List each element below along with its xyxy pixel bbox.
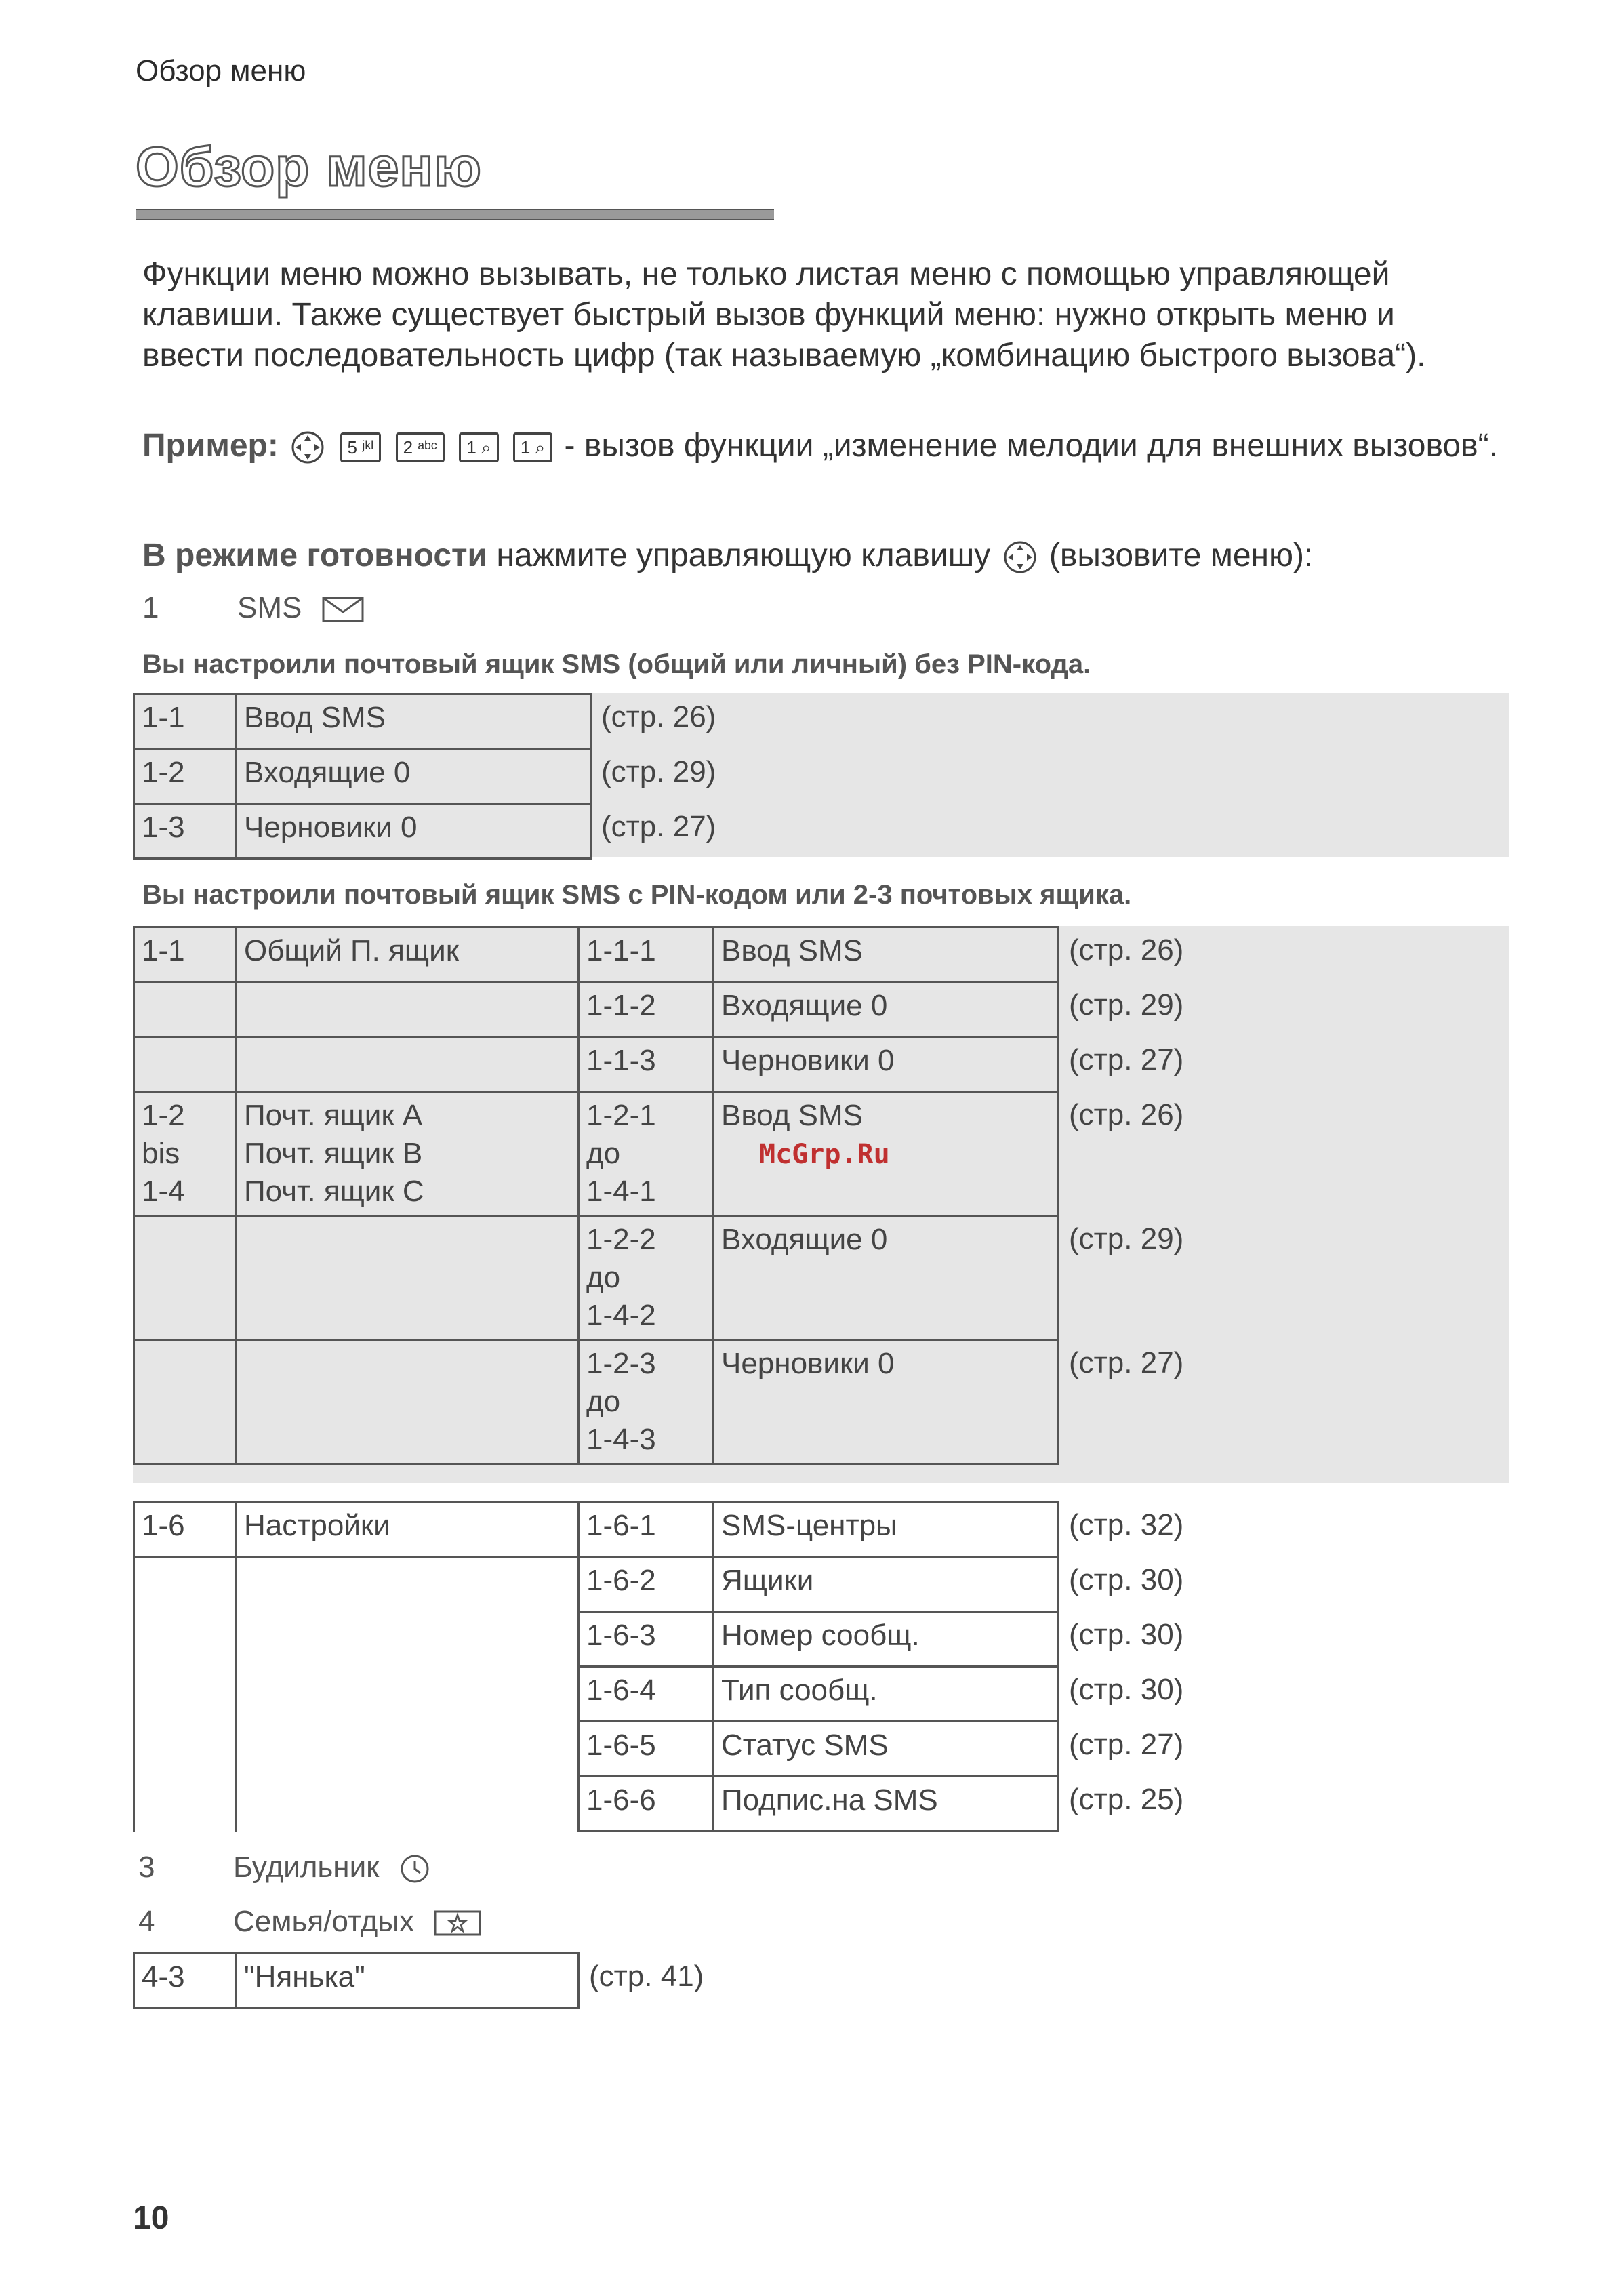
subcode-line: до [586, 1261, 621, 1294]
subcode-cell: 1-1-2 [579, 982, 714, 1037]
subcode-line: до [586, 1385, 621, 1418]
ref-cell: (стр. 27) [1069, 1346, 1184, 1379]
empty-cell [134, 982, 237, 1037]
table-settings [133, 1501, 1192, 1832]
example-paragraph [142, 426, 1505, 466]
ref-cell: (стр. 30) [1069, 1672, 1184, 1706]
page-title: Обзор меню [136, 136, 482, 198]
key-2: 2 ᵃᵇᶜ [396, 432, 445, 462]
subcode-cell: 1-6-5 [579, 1722, 714, 1777]
name-cell: Входящие 0 [237, 749, 591, 804]
table-row [134, 1216, 1192, 1340]
subcode-cell: 1-1-1 [579, 927, 714, 982]
subname-cell: SMS-центры [714, 1502, 1059, 1557]
ref-cell: (стр. 30) [1069, 1617, 1184, 1651]
code-cell: 1-2 [134, 749, 237, 804]
menu-alarm-label: Будильник [233, 1851, 380, 1884]
table-row [134, 1502, 1192, 1557]
subcode-cell: 1-6-4 [579, 1667, 714, 1722]
ref-cell: (стр. 29) [1069, 988, 1184, 1022]
name-line: Почт. ящик C [244, 1175, 424, 1208]
watermark: McGrp.Ru [759, 1139, 890, 1170]
table-row [134, 1954, 711, 2008]
subname-cell: Тип сообщ. [714, 1667, 1059, 1722]
subcode-cell [579, 1092, 714, 1216]
example-label: Пример: [142, 428, 279, 464]
subcode-cell [579, 1216, 714, 1340]
subcode-line: 1-2-3 [586, 1347, 656, 1380]
subcode-cell: 1-6-1 [579, 1502, 714, 1557]
example-text: - вызов функции „изменение мелодии для внешних вызовов“. [564, 428, 1498, 464]
empty-cell [237, 1340, 579, 1464]
ref-cell: (стр. 32) [1069, 1508, 1184, 1541]
table-no-pin [133, 693, 725, 860]
ref-cell: (стр. 26) [1069, 933, 1184, 967]
subname-cell: Ввод SMS [714, 1092, 1059, 1216]
nav-key-icon [1002, 540, 1038, 575]
empty-cell [237, 1037, 579, 1092]
table-row [134, 1557, 1192, 1612]
code-cell: 4-3 [134, 1954, 237, 2008]
subcode-cell: 1-6-2 [579, 1557, 714, 1612]
subname-cell: Номер сообщ. [714, 1612, 1059, 1667]
table-row [134, 982, 1192, 1037]
subcode-cell: 1-1-3 [579, 1037, 714, 1092]
ref-cell: (стр. 26) [601, 700, 716, 733]
name-cell: Общий П. ящик [237, 927, 579, 982]
empty-cell [134, 1216, 237, 1340]
code-line: 1-4 [142, 1175, 185, 1208]
subcode-cell: 1-6-3 [579, 1612, 714, 1667]
intro-paragraph: Функции меню можно вызывать, не только листая меню с помощью управляющей клавиши. Также существует быстрый вызов функций меню: нужно открыть меню и ввести последовательность цифр (так называемую „комбинацию быстрого вызова“). [142, 256, 1426, 373]
menu-sms-number: 1 [142, 591, 159, 624]
subcode-cell: 1-6-6 [579, 1777, 714, 1832]
name-cell: "Нянька" [237, 1954, 579, 2008]
subcode-line: до [586, 1137, 621, 1170]
title-underline [136, 209, 774, 220]
menu-sms-label: SMS [237, 591, 302, 624]
subcode-line: 1-2-1 [586, 1099, 656, 1132]
ref-cell: (стр. 27) [1069, 1043, 1184, 1076]
ref-cell: (стр. 27) [1069, 1727, 1184, 1761]
nav-key-icon [290, 430, 325, 465]
ref-cell: (стр. 25) [1069, 1782, 1184, 1816]
ref-cell: (стр. 29) [601, 754, 716, 788]
code-cell: 1-3 [134, 804, 237, 859]
name-cell [237, 1092, 579, 1216]
menu-alarm-number: 3 [138, 1851, 155, 1884]
subname-cell: Черновики 0 [714, 1340, 1059, 1464]
code-cell: 1-1 [134, 927, 237, 982]
subname-cell: Подпис.на SMS [714, 1777, 1059, 1832]
heading-no-pin: Вы настроили почтовый ящик SMS (общий или личный) без PIN-кода. [142, 649, 1091, 679]
star-box-icon [433, 1910, 482, 1937]
ref-cell: (стр. 30) [1069, 1562, 1184, 1596]
name-line: Почт. ящик A [244, 1099, 423, 1132]
subname-cell: Черновики 0 [714, 1037, 1059, 1092]
name-line: Почт. ящик B [244, 1137, 423, 1170]
code-line: bis [142, 1137, 180, 1170]
table-with-pin [133, 926, 1192, 1465]
subname-cell: Входящие 0 [714, 1216, 1059, 1340]
empty-cell [134, 1037, 237, 1092]
standby-paragraph [142, 536, 1505, 576]
empty-cell [134, 1557, 237, 1832]
subname-cell: Ящики [714, 1557, 1059, 1612]
menu-family-number: 4 [138, 1905, 155, 1938]
page-number: 10 [133, 2200, 169, 2236]
ref-cell: (стр. 26) [1069, 1097, 1184, 1131]
alarm-clock-icon [399, 1853, 431, 1885]
name-cell: Черновики 0 [237, 804, 591, 859]
table-row [134, 749, 724, 804]
empty-cell [237, 982, 579, 1037]
code-cell: 1-1 [134, 694, 237, 749]
standby-bold: В режиме готовности [142, 538, 488, 573]
ref-cell: (стр. 29) [1069, 1221, 1184, 1255]
subcode-line: 1-4-3 [586, 1423, 656, 1456]
ref-cell: (стр. 27) [601, 809, 716, 843]
table-row [134, 804, 724, 859]
subname-cell: Входящие 0 [714, 982, 1059, 1037]
table-row [134, 927, 1192, 982]
code-cell: 1-6 [134, 1502, 237, 1557]
envelope-icon [321, 596, 365, 623]
subcode-cell [579, 1340, 714, 1464]
name-cell: Настройки [237, 1502, 579, 1557]
heading-with-pin: Вы настроили почтовый ящик SMS с PIN-кодом или 2-3 почтовых ящика. [142, 880, 1132, 910]
empty-cell [237, 1216, 579, 1340]
code-cell [134, 1092, 237, 1216]
code-line: 1-2 [142, 1099, 185, 1132]
table-row [134, 1092, 1192, 1216]
table-row [134, 1340, 1192, 1464]
standby-text1: нажмите управляющую клавишу [496, 538, 991, 573]
key-5: 5 ʲᵏˡ [340, 432, 382, 462]
table-row [134, 694, 724, 749]
subname-cell: Статус SMS [714, 1722, 1059, 1777]
subcode-line: 1-4-1 [586, 1175, 656, 1208]
empty-cell [134, 1340, 237, 1464]
key-1: 1 ⌕ [459, 432, 498, 462]
standby-text2: (вызовите меню): [1049, 538, 1314, 573]
ref-cell: (стр. 41) [589, 1959, 704, 1993]
running-header: Обзор меню [136, 54, 306, 87]
menu-sms [142, 591, 365, 625]
subcode-line: 1-2-2 [586, 1223, 656, 1256]
menu-family [138, 1905, 482, 1939]
table-row [134, 1037, 1192, 1092]
table-nanny [133, 1952, 710, 2009]
menu-family-label: Семья/отдых [233, 1905, 414, 1938]
name-cell: Ввод SMS [237, 694, 591, 749]
key-1-second: 1 ⌕ [513, 432, 552, 462]
empty-cell [237, 1557, 579, 1832]
subcode-line: 1-4-2 [586, 1299, 656, 1332]
menu-alarm [138, 1851, 431, 1885]
subname-cell: Ввод SMS [714, 927, 1059, 982]
